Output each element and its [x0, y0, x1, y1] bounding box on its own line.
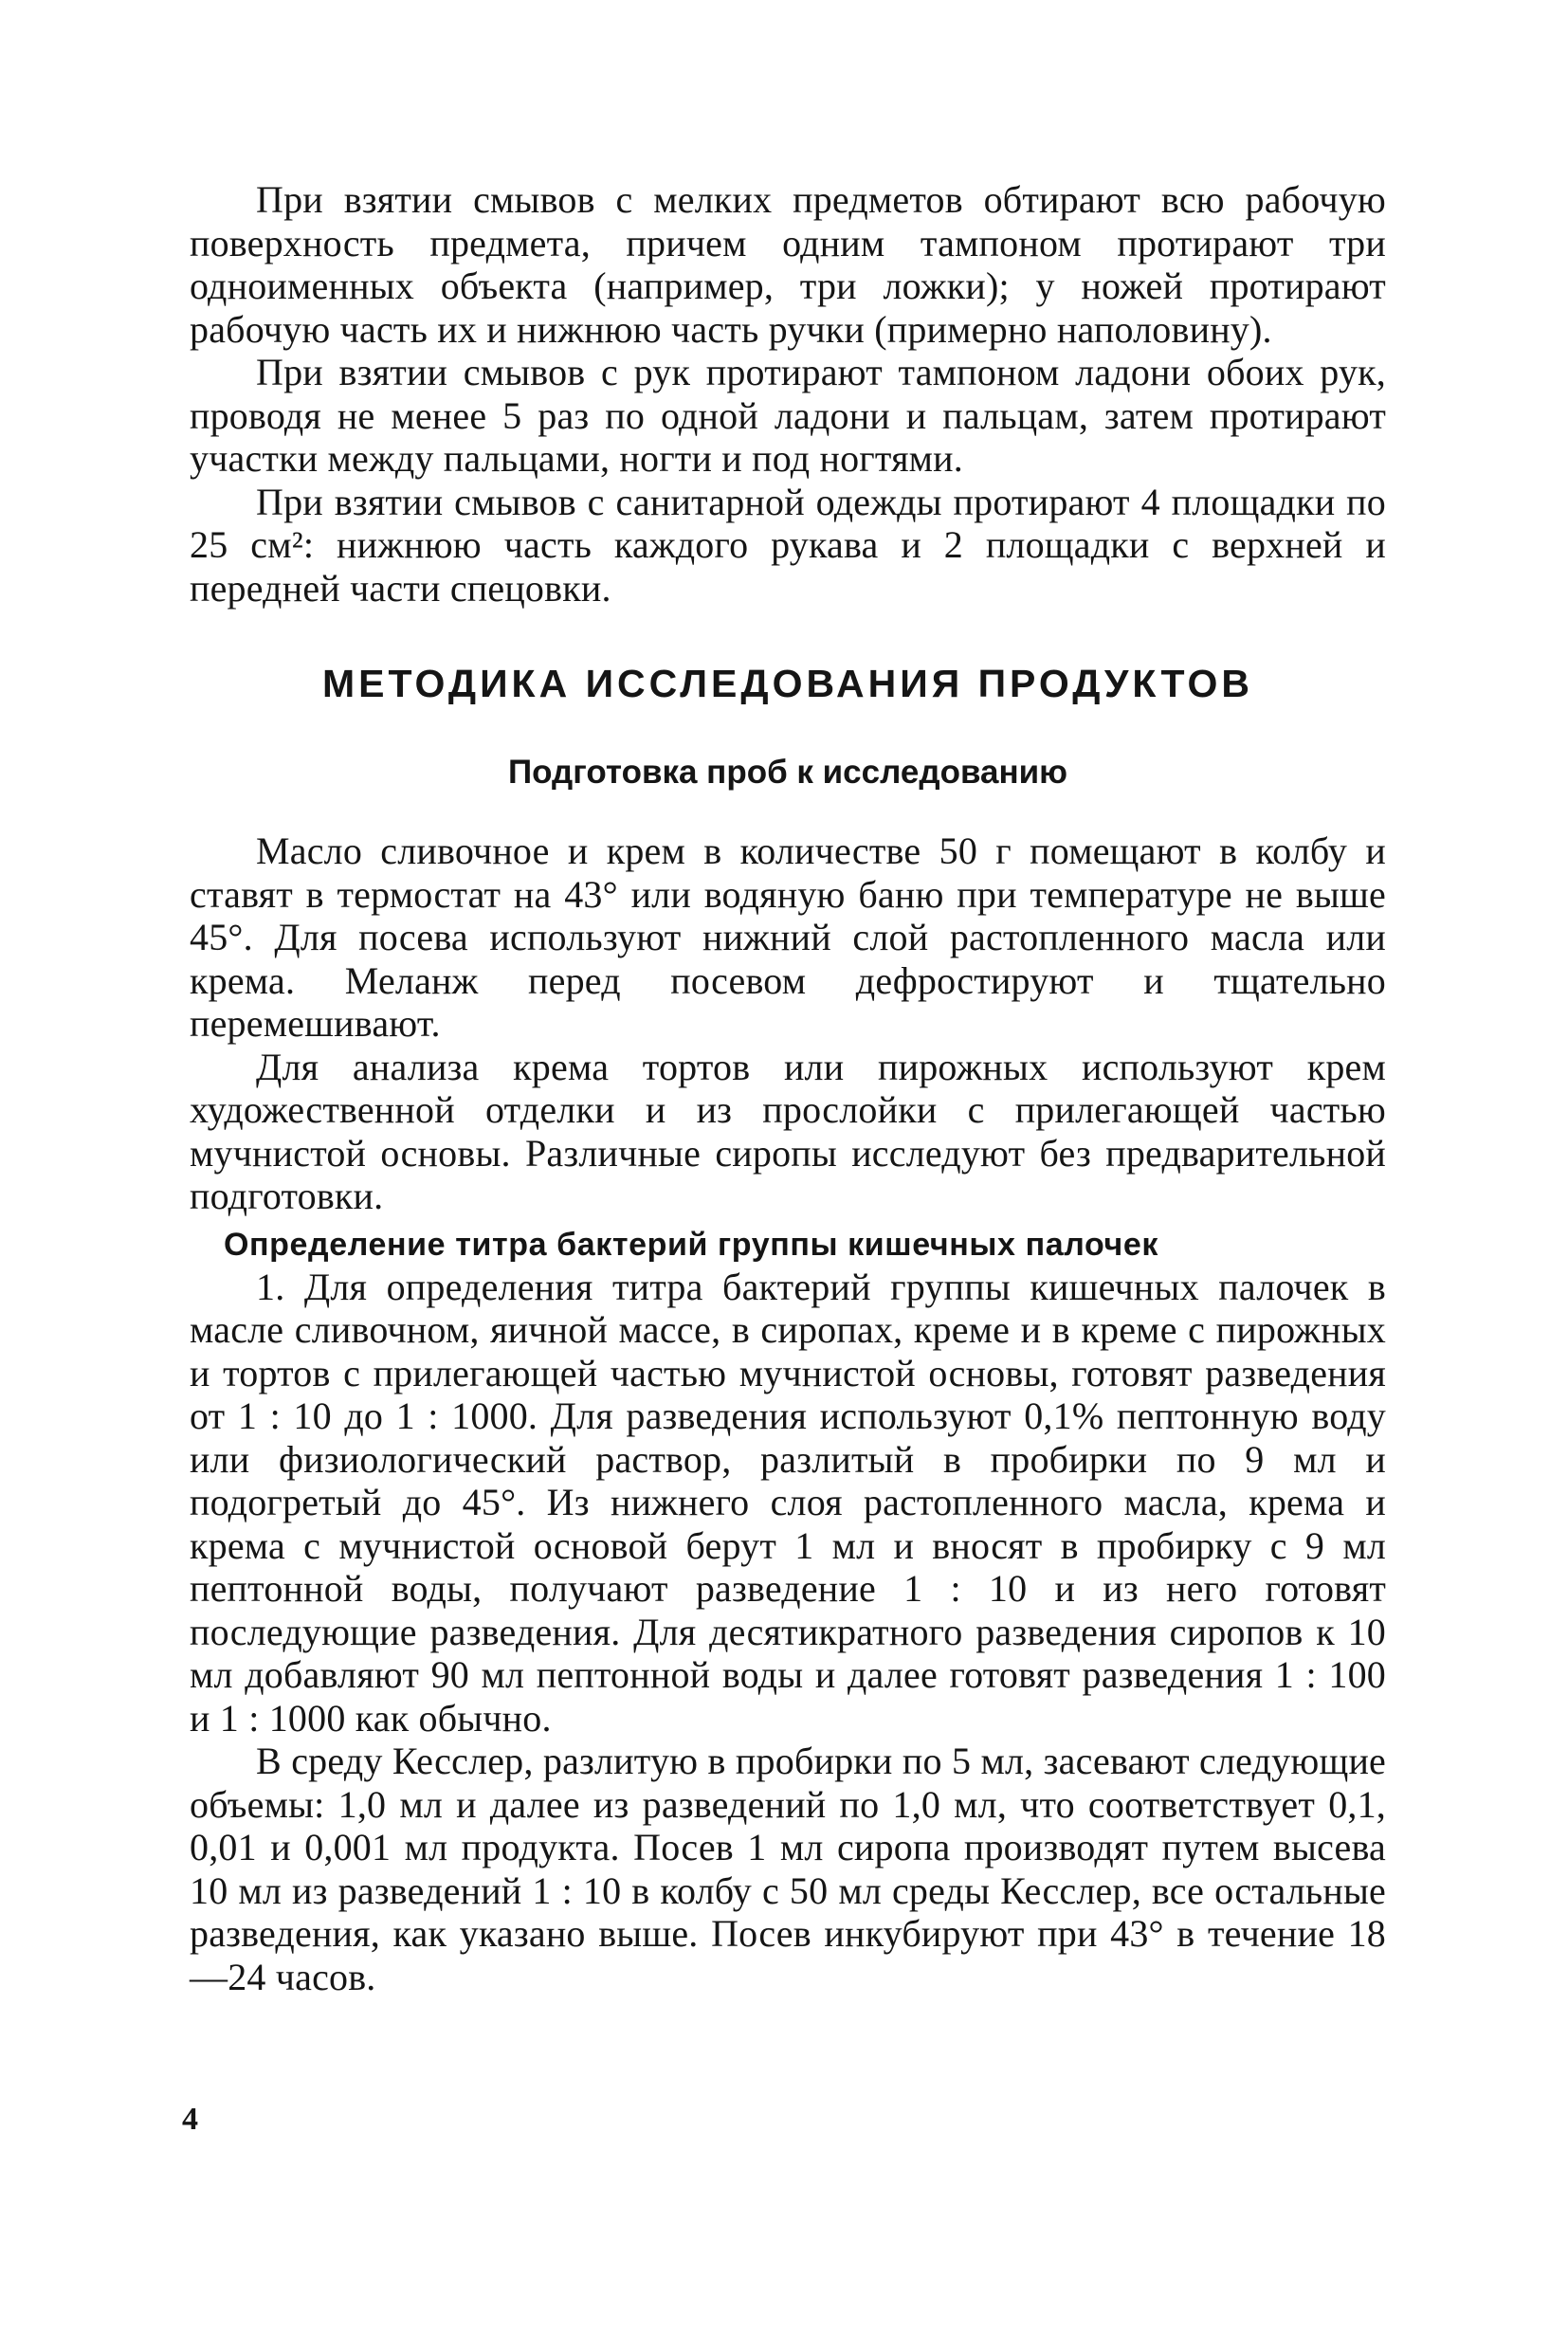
- paragraph-butter-cream: Масло сливочное и крем в количестве 50 г помещают в колбу и ставят в термостат на 43° или водяную баню при температуре не выше 45°. Для посева используют нижний слой растопленного масла или крема. Меланж перед посевом дефростируют и тщательно перемешивают.: [190, 829, 1386, 1045]
- paragraph-titer-dilutions: 1. Для определения титра бактерий группы кишечных палочек в масле сливочном, яичной массе, в сиропах, креме и в креме с пирожных и тортов с прилегающей частью мучнистой основы, готовят разведения от 1 : 10 до 1 : 1000. Для разведения используют 0,1% пептонную воду или физиологический раствор, разлитый в пробирки по 9 мл и подогретый до 45°. Из нижнего слоя растопленного масла, крема и крема с мучнистой основой берут 1 мл и вносят в пробирку с 9 мл пептонной воды, получают разведение 1 : 10 и из него готовят последующие разведения. Для десятикратного разведения сиропов к 10 мл добавляют 90 мл пептонной воды и далее готовят разведения 1 : 100 и 1 : 1000 как обычно.: [190, 1265, 1386, 1740]
- page-body: [190, 178, 1386, 1998]
- titer-heading: Определение титра бактерий группы кишечных палочек: [224, 1226, 1158, 1263]
- subsection-title: Подготовка проб к исследованию: [507, 754, 1068, 791]
- paragraph-cake-cream: Для анализа крема тортов или пирожных используют крем художественной отделки и из прослойки с прилегающей частью мучнистой основы. Различные сиропы исследуют без предварительной подготовки.: [190, 1045, 1386, 1217]
- paragraph-small-objects: При взятии смывов с мелких предметов обтирают всю рабочую поверхность предмета, причем одним тампоном протирают три одноименных объекта (например, три ложки); у ножей протирают рабочую часть их и нижнюю часть ручки (примерно наполовину).: [190, 178, 1386, 351]
- paragraph-sanitary-clothing: При взятии смывов с санитарной одежды протирают 4 площадки по 25 см²: нижнюю часть каждого рукава и 2 площадки с верхней и передней части спецовки.: [190, 480, 1386, 610]
- paragraph-kessler-medium: В среду Кесслер, разлитую в пробирки по 5 мл, засевают следующие объемы: 1,0 мл и далее из разведений по 1,0 мл, что соответствует 0,1, 0,01 и 0,001 мл продукта. Посев 1 мл сиропа производят путем высева 10 мл из разведений 1 : 10 в колбу с 50 мл среды Кесслер, все остальные разведения, как указано выше. Посев инкубируют при 43° в течение 18—24 часов.: [190, 1740, 1386, 1998]
- paragraph-hands: При взятии смывов с рук протирают тампоном ладони обоих рук, проводя не менее 5 раз по одной ладони и пальцам, затем протирают участки между пальцами, ногти и под ногтями.: [190, 351, 1386, 480]
- page-number: 4: [182, 2102, 198, 2137]
- section-title: МЕТОДИКА ИССЛЕДОВАНИЯ ПРОДУКТОВ: [322, 662, 1253, 705]
